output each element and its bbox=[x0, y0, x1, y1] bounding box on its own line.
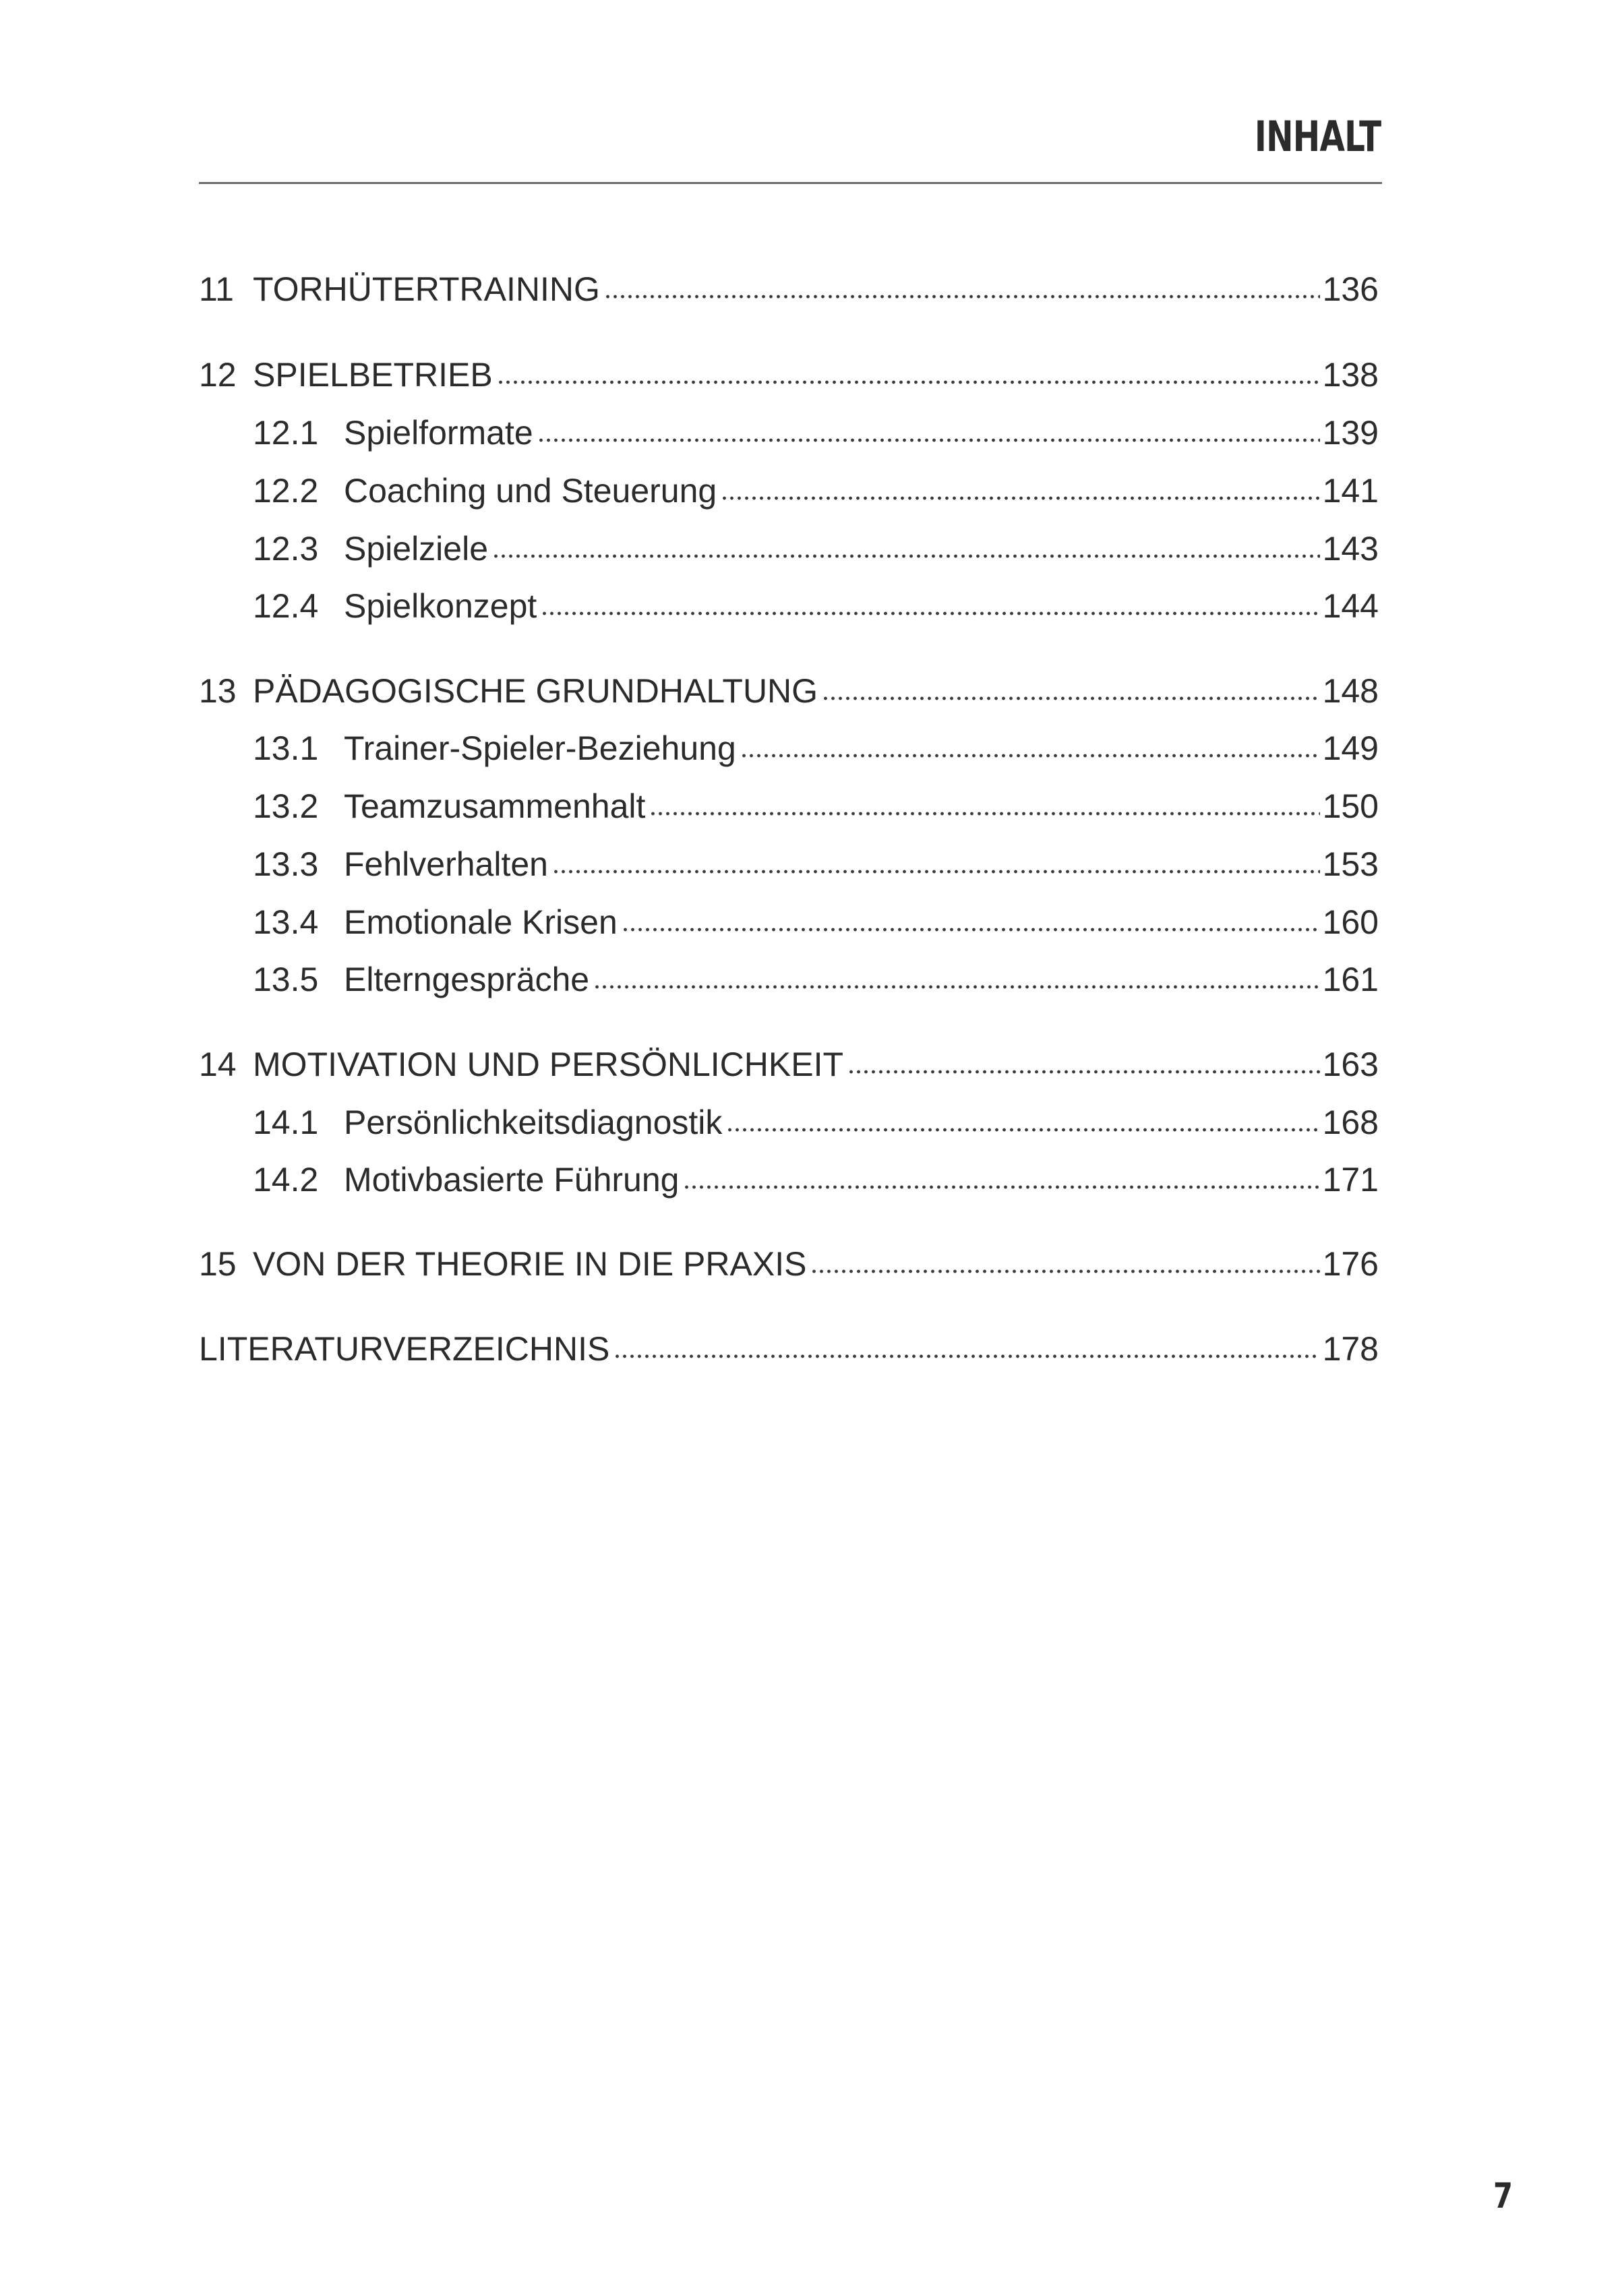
toc-entry-label: Fehlverhalten bbox=[344, 845, 548, 883]
toc-entry-label: Spielziele bbox=[344, 530, 489, 568]
toc-entry-bibliography[interactable] bbox=[199, 1327, 1379, 1370]
dot-leader bbox=[593, 982, 1319, 992]
toc-entry-page: 176 bbox=[1322, 1245, 1379, 1283]
toc-entry-section-14-2[interactable] bbox=[199, 1158, 1379, 1201]
toc-entry-label: LITERATURVERZEICHNIS bbox=[199, 1330, 610, 1368]
toc-entry-label: Spielkonzept bbox=[344, 587, 537, 625]
toc-entry-page: 171 bbox=[1322, 1161, 1379, 1199]
toc-entry-number: 13.5 bbox=[253, 961, 319, 998]
toc-entry-number: 14.1 bbox=[253, 1104, 319, 1141]
toc-entry-number: 13 bbox=[199, 672, 237, 710]
dot-leader bbox=[810, 1267, 1319, 1276]
toc-entry-number: 13.2 bbox=[253, 787, 319, 825]
header-divider bbox=[199, 182, 1382, 184]
toc-entry-section-13-4[interactable] bbox=[199, 901, 1379, 944]
page-number: 7 bbox=[1493, 2176, 1513, 2216]
dot-leader bbox=[613, 1352, 1319, 1361]
toc-entry-page: 161 bbox=[1322, 961, 1379, 998]
toc-entry-label: Motivbasierte Führung bbox=[344, 1161, 680, 1199]
toc-entry-label: Spielformate bbox=[344, 414, 533, 452]
dot-leader bbox=[721, 493, 1319, 503]
dot-leader bbox=[497, 377, 1320, 387]
toc-entry-label: PÄDAGOGISCHE GRUNDHALTUNG bbox=[253, 672, 818, 710]
toc-entry-page: 143 bbox=[1322, 530, 1379, 568]
dot-leader bbox=[822, 694, 1320, 703]
toc-entry-label: MOTIVATION UND PERSÖNLICHKEIT bbox=[253, 1046, 844, 1083]
toc-entry-section-12-4[interactable] bbox=[199, 584, 1379, 628]
toc-entry-section-14-1[interactable] bbox=[199, 1101, 1379, 1144]
toc-entry-section-13-5[interactable] bbox=[199, 958, 1379, 1001]
toc-entry-section-12-2[interactable] bbox=[199, 469, 1379, 512]
toc-entry-number: 11 bbox=[199, 270, 234, 308]
toc-entry-section-12-1[interactable] bbox=[199, 411, 1379, 454]
toc-entry-number: 13.1 bbox=[253, 729, 319, 767]
toc-entry-page: 150 bbox=[1322, 787, 1379, 825]
toc-entry-number: 12.1 bbox=[253, 414, 319, 452]
dot-leader bbox=[726, 1125, 1319, 1135]
dot-leader bbox=[492, 551, 1320, 561]
toc-entry-chapter-14[interactable] bbox=[199, 1043, 1379, 1086]
toc-entry-number: 12.3 bbox=[253, 530, 319, 568]
toc-entry-number: 12.4 bbox=[253, 587, 319, 625]
toc-entry-label: Teamzusammenhalt bbox=[344, 787, 646, 825]
toc-entry-page: 144 bbox=[1322, 587, 1379, 625]
toc-entry-section-13-2[interactable] bbox=[199, 785, 1379, 828]
toc-entry-page: 136 bbox=[1322, 270, 1379, 308]
toc-entry-page: 160 bbox=[1322, 903, 1379, 941]
toc-entry-number: 12 bbox=[199, 356, 237, 394]
toc-entry-number: 15 bbox=[199, 1245, 237, 1283]
toc-entry-page: 138 bbox=[1322, 356, 1379, 394]
dot-leader bbox=[847, 1067, 1320, 1077]
dot-leader bbox=[649, 809, 1319, 818]
toc-entry-page: 168 bbox=[1322, 1104, 1379, 1141]
toc-entry-section-13-1[interactable] bbox=[199, 727, 1379, 770]
dot-leader bbox=[537, 435, 1320, 445]
toc-entry-page: 163 bbox=[1322, 1046, 1379, 1083]
toc-entry-page: 149 bbox=[1322, 729, 1379, 767]
toc-entry-chapter-15[interactable] bbox=[199, 1242, 1379, 1286]
toc-entry-label: Elterngespräche bbox=[344, 961, 590, 998]
toc-entry-section-13-3[interactable] bbox=[199, 843, 1379, 886]
toc-entry-chapter-11[interactable] bbox=[199, 268, 1379, 311]
toc-entry-chapter-13[interactable] bbox=[199, 669, 1379, 713]
toc-entry-label: VON DER THEORIE IN DIE PRAXIS bbox=[253, 1245, 807, 1283]
dot-leader bbox=[740, 751, 1320, 760]
toc-entry-page: 178 bbox=[1322, 1330, 1379, 1368]
toc-entry-number: 12.2 bbox=[253, 472, 319, 510]
dot-leader bbox=[552, 867, 1320, 876]
toc-entry-page: 141 bbox=[1322, 472, 1379, 510]
toc-entry-number: 14.2 bbox=[253, 1161, 319, 1199]
toc-entry-page: 153 bbox=[1322, 845, 1379, 883]
dot-leader bbox=[604, 292, 1320, 301]
toc-entry-number: 14 bbox=[199, 1046, 237, 1083]
toc-entry-page: 148 bbox=[1322, 672, 1379, 710]
toc-entry-label: Persönlichkeitsdiagnostik bbox=[344, 1104, 723, 1141]
toc-entry-section-12-3[interactable] bbox=[199, 527, 1379, 570]
toc-entry-page: 139 bbox=[1322, 414, 1379, 452]
dot-leader bbox=[622, 925, 1320, 934]
toc-entry-label: Trainer-Spieler-Beziehung bbox=[344, 729, 736, 767]
toc-entry-label: Emotionale Krisen bbox=[344, 903, 618, 941]
toc-entry-number: 13.4 bbox=[253, 903, 319, 941]
toc-entry-label: TORHÜTERTRAINING bbox=[253, 270, 600, 308]
page-title: INHALT bbox=[1254, 112, 1381, 161]
dot-leader bbox=[541, 609, 1319, 618]
toc-entry-number: 13.3 bbox=[253, 845, 319, 883]
toc-entry-label: Coaching und Steuerung bbox=[344, 472, 717, 510]
toc-entry-label: SPIELBETRIEB bbox=[253, 356, 493, 394]
dot-leader bbox=[683, 1182, 1319, 1192]
toc-entry-chapter-12[interactable] bbox=[199, 353, 1379, 396]
